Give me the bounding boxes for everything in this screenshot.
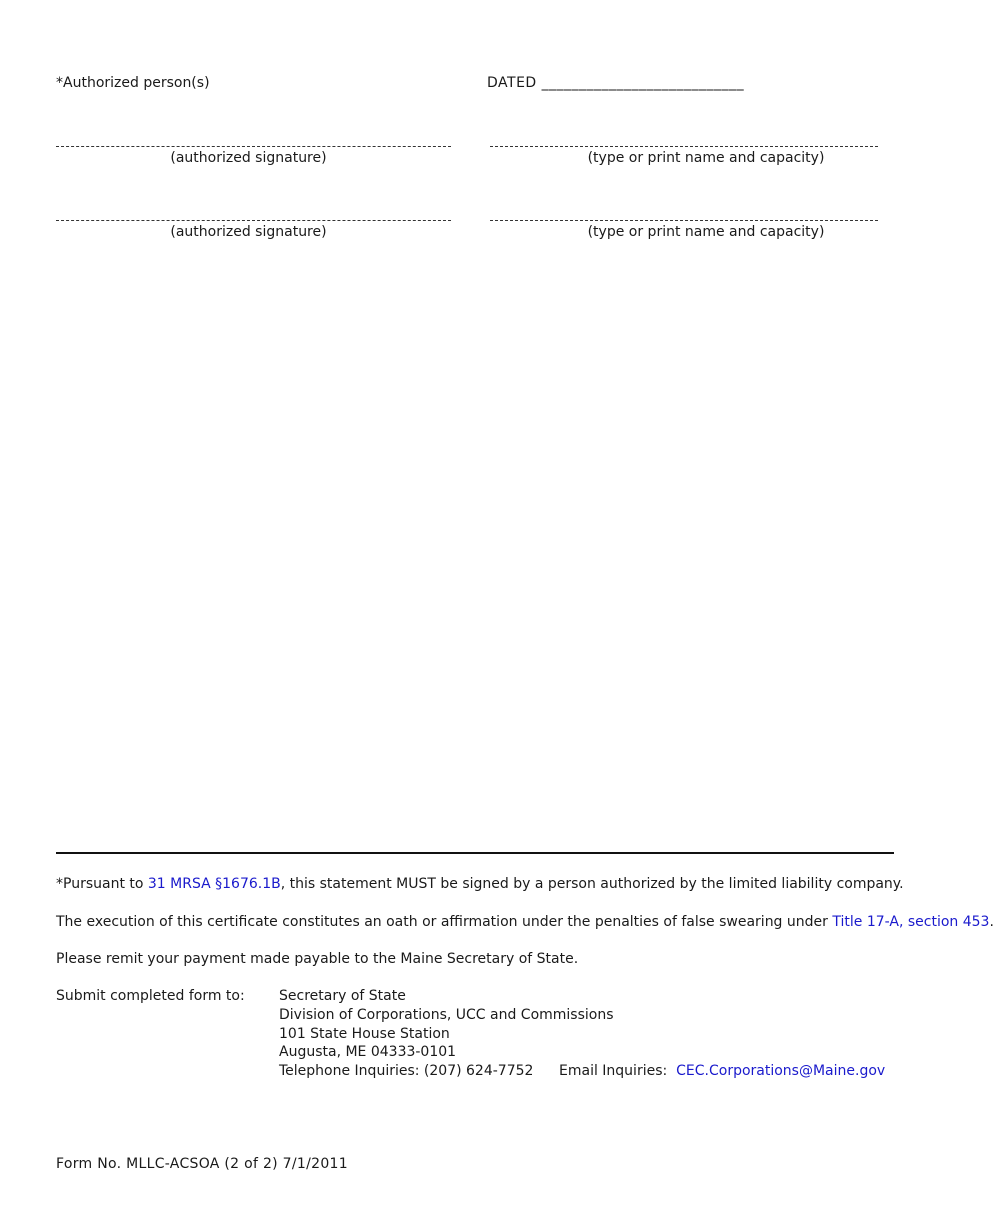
submit-label: Submit completed form to: [56, 988, 245, 1004]
authorized-signature-caption: (authorized signature) [170, 224, 327, 240]
authorized-signature-line-2[interactable] [56, 220, 451, 221]
title-17a-link[interactable]: Title 17-A, section 453 [832, 914, 990, 930]
address-line-3: 101 State House Station [279, 1026, 450, 1042]
address-line-4: Augusta, ME 04333-0101 [279, 1044, 457, 1060]
address-line-1: Secretary of State [279, 988, 406, 1004]
execution-note [56, 914, 994, 930]
print-name-line-2[interactable] [490, 220, 878, 221]
authorized-persons-label: *Authorized person(s) [56, 75, 210, 91]
email-link[interactable]: CEC.Corporations@Maine.gov [676, 1063, 886, 1079]
form-number: Form No. MLLC-ACSOA (2 of 2) 7/1/2011 [56, 1156, 348, 1172]
section-divider [56, 852, 894, 854]
telephone-inquiries: Telephone Inquiries: (207) 624-7752 [279, 1063, 534, 1079]
authorized-signature-caption: (authorized signature) [170, 150, 327, 166]
print-name-caption: (type or print name and capacity) [587, 224, 825, 240]
pursuant-suffix: , this statement MUST be signed by a person authorized by the limited liability company. [280, 876, 904, 892]
authorized-signature-line-1[interactable] [56, 146, 451, 147]
email-inquiries [559, 1063, 885, 1079]
dated-field[interactable]: DATED ___________________________ [487, 75, 745, 91]
print-name-line-1[interactable] [490, 146, 878, 147]
remit-note: Please remit your payment made payable to the Maine Secretary of State. [56, 951, 579, 967]
execution-prefix: The execution of this certificate constitutes an oath or affirmation under the penalties of false swearing under [56, 914, 833, 930]
print-name-caption: (type or print name and capacity) [587, 150, 825, 166]
email-label: Email Inquiries: [559, 1063, 668, 1079]
pursuant-note [56, 876, 904, 892]
statute-link[interactable]: 31 MRSA §1676.1B [147, 876, 281, 892]
address-line-2: Division of Corporations, UCC and Commissions [279, 1007, 614, 1023]
pursuant-prefix: *Pursuant to [56, 876, 148, 892]
execution-suffix: . [989, 914, 994, 930]
